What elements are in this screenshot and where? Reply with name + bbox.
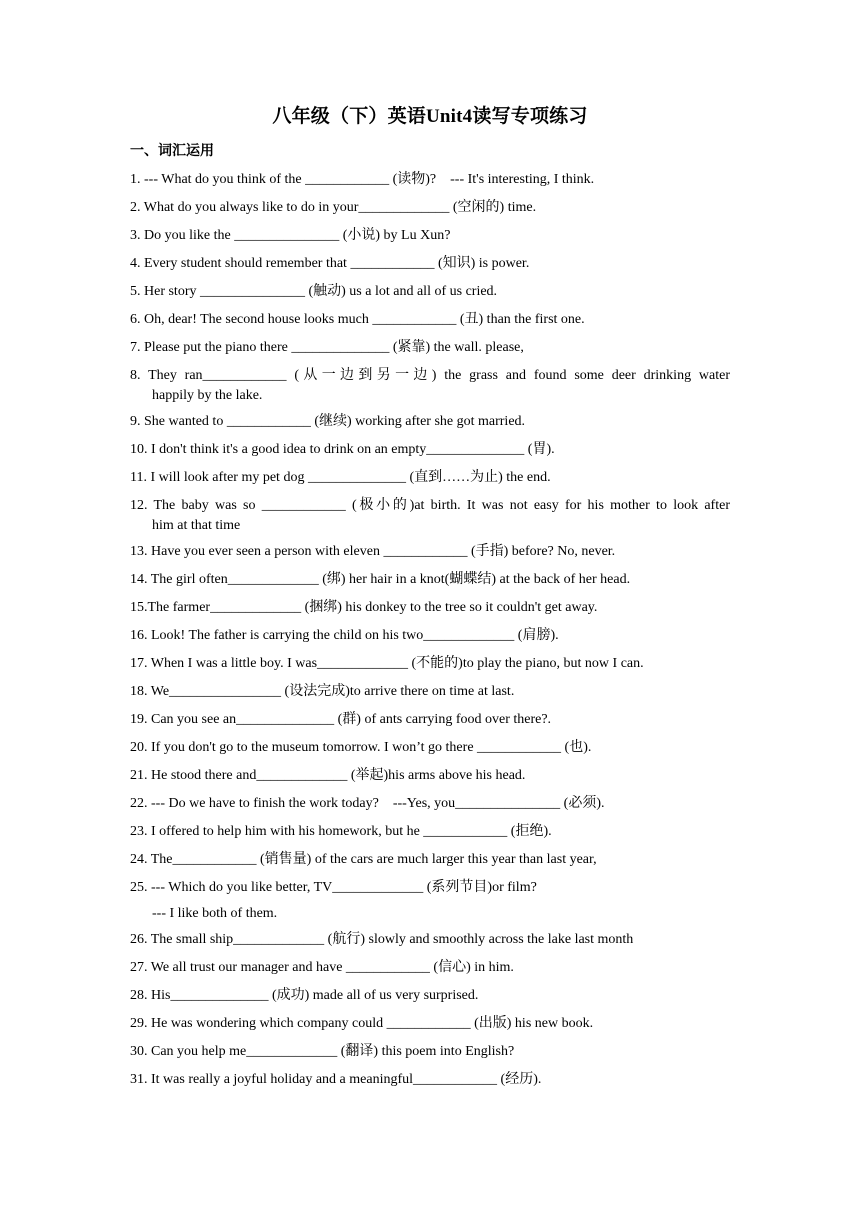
question-18: 18. We________________ (设法完成)to arrive there on time at last.	[130, 684, 515, 699]
question-2: 2. What do you always like to do in your_____________ (空闲的) time.	[130, 200, 537, 215]
question-25: 25. --- Which do you like better, TV_____________ (系列节目)or film?	[130, 880, 537, 895]
question-10: 10. I don't think it's a good idea to drink on an empty______________ (胃).	[130, 442, 555, 457]
question-4: 4. Every student should remember that ____________ (知识) is power.	[130, 256, 530, 271]
question-28: 28. His______________ (成功) made all of us very surprised.	[130, 988, 479, 1003]
question-7: 7. Please put the piano there ______________ (紧靠) the wall. please,	[130, 340, 524, 355]
question-21: 21. He stood there and_____________ (举起)his arms above his head.	[130, 768, 526, 783]
document-title: 八年级（下）英语Unit4读写专项练习	[272, 106, 588, 127]
question-23: 23. I offered to help him with his homework, but he ____________ (拒绝).	[130, 824, 552, 839]
question-5: 5. Her story _______________ (触动) us a lot and all of us cried.	[130, 284, 498, 299]
question-6: 6. Oh, dear! The second house looks much ____________ (丑) than the first one.	[130, 312, 585, 327]
question-29: 29. He was wondering which company could ____________ (出版) his new book.	[130, 1016, 594, 1031]
question-12: 12. The baby was so ____________ (极小的)at birth. It was not easy for his mother to look after	[130, 498, 730, 513]
question-22: 22. --- Do we have to finish the work today? ---Yes, you_______________ (必须).	[130, 796, 605, 811]
question-1: 1. --- What do you think of the ____________ (读物)? --- It's interesting, I think.	[130, 172, 595, 187]
question-31: 31. It was really a joyful holiday and a meaningful____________ (经历).	[130, 1072, 542, 1087]
question-15: 15.The farmer_____________ (捆绑) his donkey to the tree so it couldn't get away.	[130, 600, 598, 615]
question-3: 3. Do you like the _______________ (小说) by Lu Xun?	[130, 228, 451, 243]
question-17: 17. When I was a little boy. I was_____________ (不能的)to play the piano, but now I can.	[130, 656, 644, 671]
question-11: 11. I will look after my pet dog ______________ (直到……为止) the end.	[130, 470, 551, 485]
question-13: 13. Have you ever seen a person with eleven ____________ (手指) before? No, never.	[130, 544, 616, 559]
question-16: 16. Look! The father is carrying the child on his two_____________ (肩膀).	[130, 628, 559, 643]
question-20: 20. If you don't go to the museum tomorrow. I won’t go there ____________ (也).	[130, 740, 592, 755]
question-14: 14. The girl often_____________ (绑) her hair in a knot(蝴蝶结) at the back of her head.	[130, 572, 631, 587]
question-9: 9. She wanted to ____________ (继续) working after she got married.	[130, 414, 526, 429]
question-12-continuation: him at that time	[152, 518, 241, 533]
question-list	[130, 170, 730, 1098]
question-25-continuation: --- I like both of them.	[152, 906, 278, 921]
question-30: 30. Can you help me_____________ (翻译) this poem into English?	[130, 1044, 515, 1059]
question-26: 26. The small ship_____________ (航行) slowly and smoothly across the lake last month	[130, 932, 634, 947]
question-27: 27. We all trust our manager and have ____________ (信心) in him.	[130, 960, 514, 975]
question-8-continuation: happily by the lake.	[152, 388, 263, 403]
section-heading: 一、词汇运用	[130, 144, 214, 159]
question-8: 8. They ran____________ (从一边到另一边) the grass and found some deer drinking water	[130, 368, 730, 383]
question-19: 19. Can you see an______________ (群) of ants carrying food over there?.	[130, 712, 552, 727]
question-24: 24. The____________ (销售量) of the cars are much larger this year than last year,	[130, 852, 597, 867]
